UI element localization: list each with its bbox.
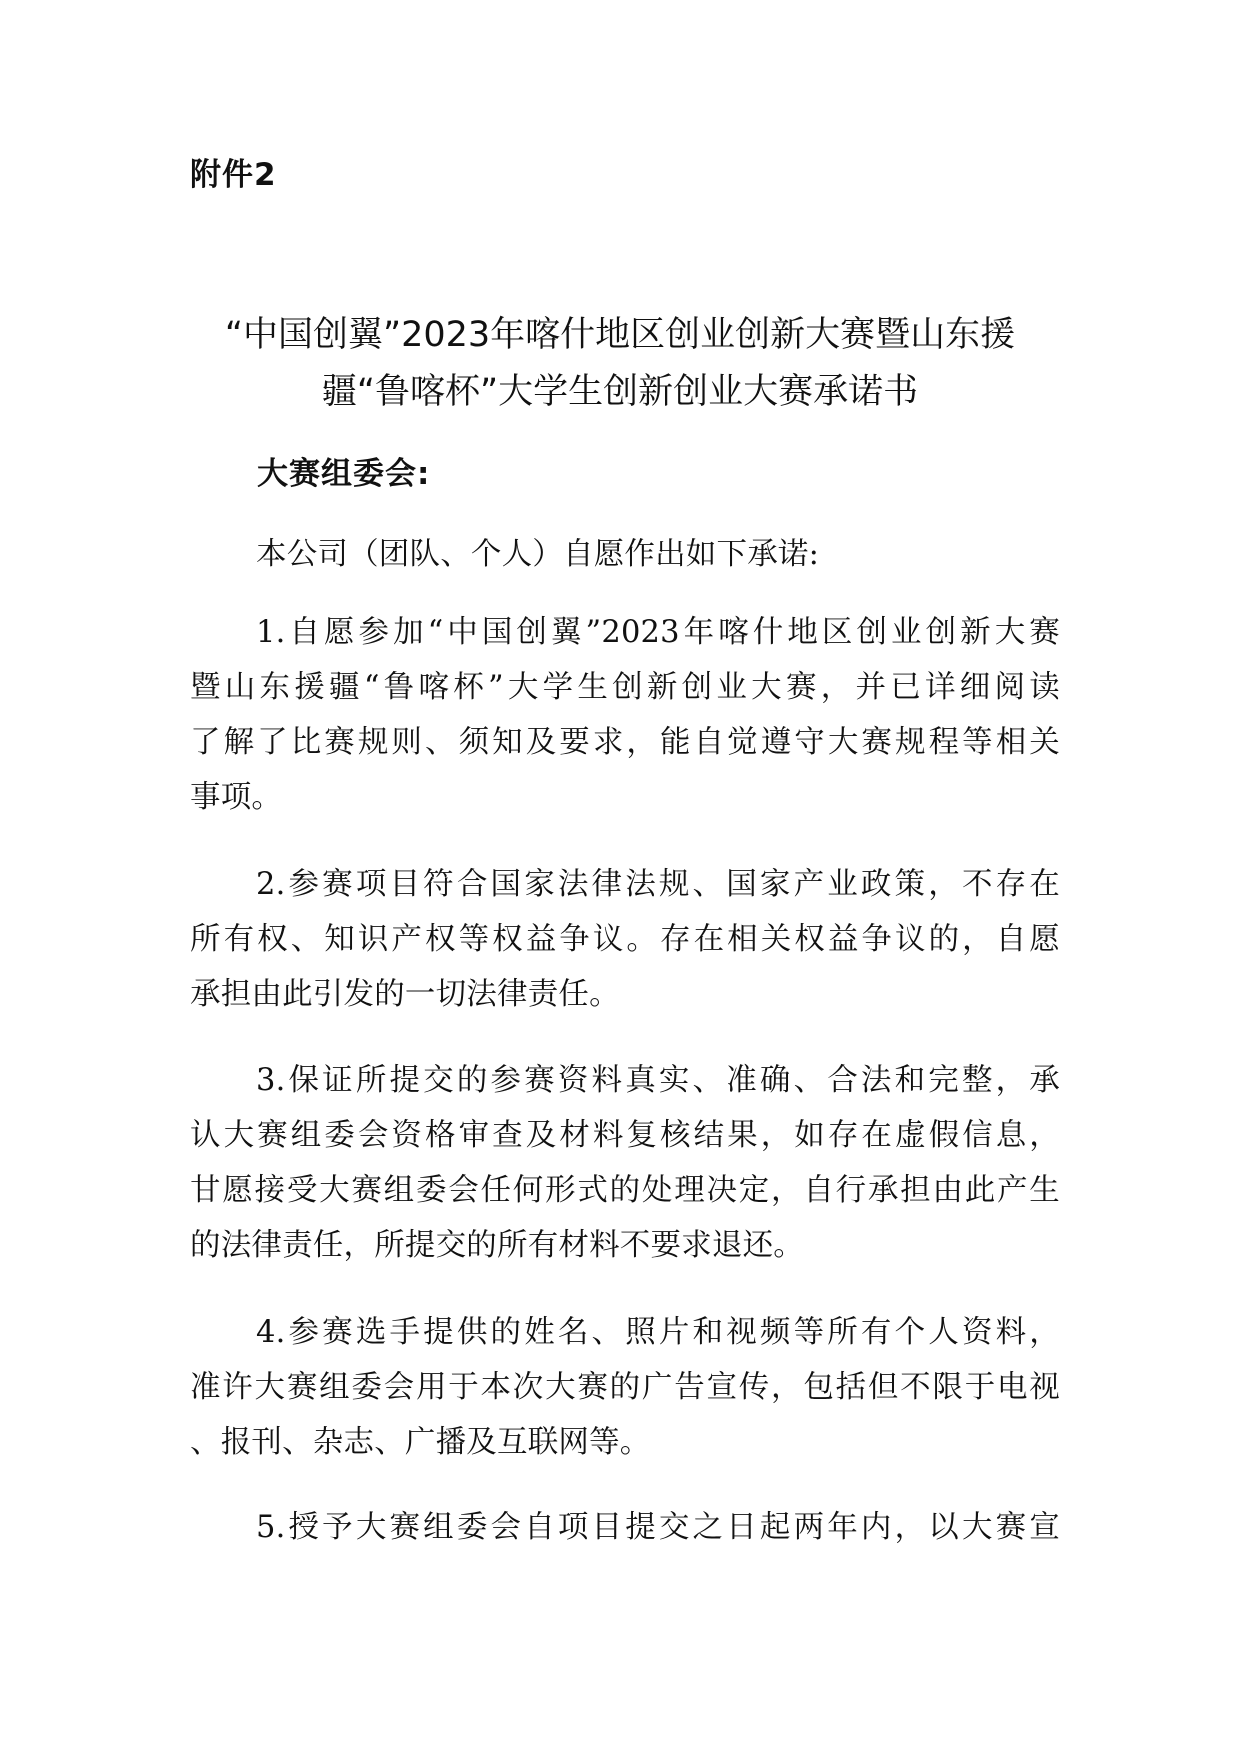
clause-line: 5.授予大赛组委会自项目提交之日起两年内，以大赛宣 xyxy=(256,1510,1060,1545)
clause-line: 3.保证所提交的参赛资料真实、准确、合法和完整，承 xyxy=(256,1063,1060,1098)
clause-line: 4.参赛选手提供的姓名、照片和视频等所有个人资料， xyxy=(256,1315,1060,1350)
title-line: “中国创翼”2023年喀什地区创业创新大赛暨山东援 xyxy=(224,315,1016,355)
salutation: 大赛组委会: xyxy=(257,456,431,492)
clause-1 xyxy=(190,605,1060,825)
clause-3 xyxy=(190,1053,1060,1273)
intro-line: 本公司（团队、个人）自愿作出如下承诺: xyxy=(256,537,820,572)
clause-line: 甘愿接受大赛组委会任何形式的处理决定，自行承担由此产生 xyxy=(190,1173,1060,1208)
clause-2 xyxy=(190,857,1060,1022)
clause-5 xyxy=(190,1500,1060,1555)
clause-4 xyxy=(190,1305,1060,1470)
intro-paragraph xyxy=(190,527,1060,582)
clause-line: 暨山东援疆“鲁喀杯”大学生创新创业大赛，并已详细阅读 xyxy=(190,670,1060,705)
attachment-label: 附件2 xyxy=(190,157,277,193)
clause-line: 1.自愿参加“中国创翼”2023年喀什地区创业创新大赛 xyxy=(256,615,1060,650)
clause-line: 认大赛组委会资格审查及材料复核结果，如存在虚假信息， xyxy=(190,1118,1060,1153)
clause-line: 、报刊、杂志、广播及互联网等。 xyxy=(190,1425,651,1460)
clause-line: 了解了比赛规则、须知及要求，能自觉遵守大赛规程等相关 xyxy=(190,725,1060,760)
clause-line: 2.参赛项目符合国家法律法规、国家产业政策，不存在 xyxy=(256,867,1060,902)
clause-line: 准许大赛组委会用于本次大赛的广告宣传，包括但不限于电视 xyxy=(190,1370,1060,1405)
document-title xyxy=(150,307,1090,421)
clause-line: 承担由此引发的一切法律责任。 xyxy=(190,977,620,1012)
clause-line: 所有权、知识产权等权益争议。存在相关权益争议的，自愿 xyxy=(190,922,1060,957)
title-line: 疆“鲁喀杯”大学生创新创业大赛承诺书 xyxy=(321,372,919,412)
clause-line: 事项。 xyxy=(190,780,283,815)
clause-line: 的法律责任，所提交的所有材料不要求退还。 xyxy=(190,1228,804,1263)
